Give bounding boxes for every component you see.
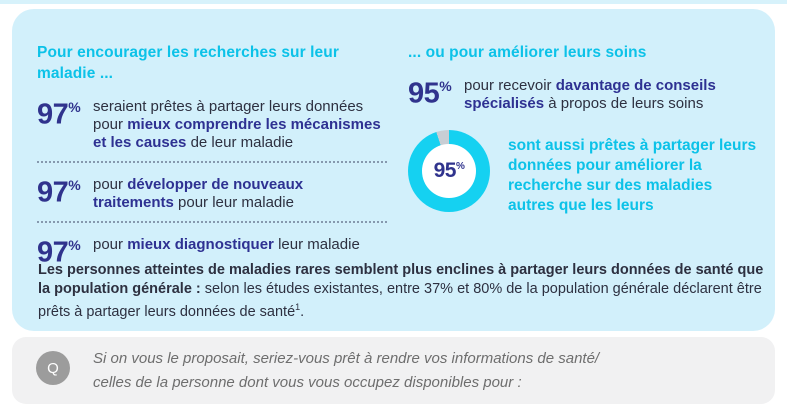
percent-sign: % bbox=[455, 161, 465, 172]
research-heading: Pour encourager les recherches sur leur maladie ... bbox=[37, 44, 339, 82]
stat-number: 97 bbox=[37, 98, 69, 131]
question-line-1: Si on vous le proposait, seriez-vous prêt à rendre vos informations de santé/ bbox=[93, 350, 600, 367]
stat-number: 97 bbox=[37, 176, 69, 209]
stat-number: 95 bbox=[408, 77, 440, 110]
stat-number: 97 bbox=[37, 236, 69, 269]
stat-description: pour mieux diagnostiquer leur maladie bbox=[93, 236, 360, 253]
percent-sign: % bbox=[439, 78, 452, 94]
donut-label: sont aussi prêtes à partager leurs données pour améliorer la recherche sur des maladies autres que les leurs bbox=[508, 137, 757, 214]
dotted-divider bbox=[37, 221, 387, 223]
question-panel bbox=[12, 337, 775, 404]
research-column bbox=[37, 42, 387, 269]
question-text bbox=[93, 347, 733, 395]
summary-paragraph: Les personnes atteintes de maladies rares semblent plus enclines à partager leurs données de santé que la population générale : selon les études existantes, entre 37% et 80% de la population générale déclarent être prêts à partager leurs données de santé$^1$. bbox=[38, 262, 764, 320]
question-line-2: celles de la personne dont vous vous occupez disponibles pour : bbox=[93, 374, 522, 391]
stat-description: seraient prêtes à partager leurs données pour mieux comprendre les mécanismes et les causes de leur maladie bbox=[93, 98, 381, 151]
care-heading: ... ou pour améliorer leurs soins bbox=[408, 44, 647, 61]
stat-row-understand bbox=[37, 95, 387, 152]
care-column bbox=[408, 42, 766, 216]
stat-value bbox=[37, 95, 93, 131]
footnote-marker: 1 bbox=[295, 302, 301, 312]
stat-description: pour développer de nouveaux traitements pour leur maladie bbox=[93, 176, 304, 211]
dotted-divider bbox=[37, 161, 387, 163]
stat-row-treatments bbox=[37, 173, 387, 212]
stat-description: pour recevoir davantage de conseils spécialisés à propos de leurs soins bbox=[464, 77, 716, 112]
statistics-panel bbox=[12, 9, 775, 331]
percent-sign: % bbox=[68, 177, 81, 193]
donut-hole bbox=[422, 144, 476, 198]
stat-row-advice bbox=[408, 74, 766, 113]
summary-bold-text: Les personnes atteintes de maladies rares semblent plus enclines à partager leurs données de santé que la population générale : bbox=[38, 262, 764, 297]
percent-sign: % bbox=[68, 99, 81, 115]
question-icon: Q bbox=[36, 351, 70, 385]
summary-regular-text: selon les études existantes, entre 37% et 80% de la population générale déclarent être prêts à partager leurs données de santé bbox=[38, 280, 762, 320]
donut-section bbox=[408, 130, 766, 216]
top-cropped-strip bbox=[0, 0, 787, 4]
percent-sign: % bbox=[68, 237, 81, 253]
donut-chart bbox=[408, 130, 490, 212]
stat-value bbox=[37, 173, 93, 209]
donut-value: 95% bbox=[433, 159, 465, 182]
stat-value bbox=[408, 74, 464, 110]
